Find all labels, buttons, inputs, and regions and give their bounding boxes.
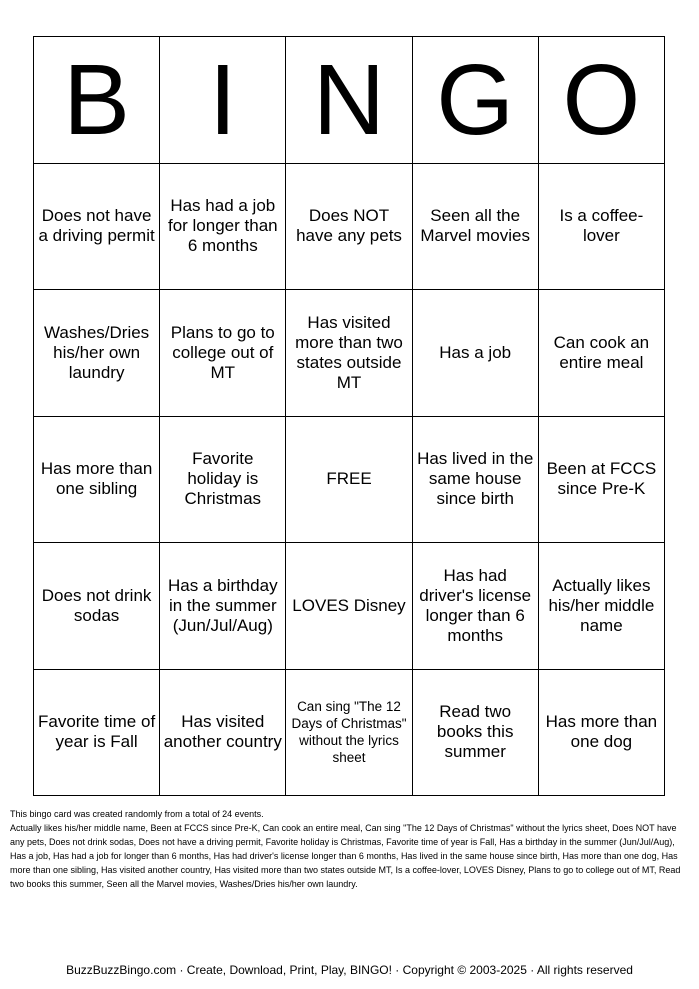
bingo-cell: Can sing "The 12 Days of Christmas" without the lyrics sheet (286, 670, 412, 797)
header-letter-o: O (539, 37, 665, 164)
bingo-cell: LOVES Disney (286, 543, 412, 670)
bingo-cell: Has a job (413, 290, 539, 417)
free-space-cell: FREE (286, 417, 412, 544)
bingo-cell: Can cook an entire meal (539, 290, 665, 417)
header-letter-b: B (34, 37, 160, 164)
bingo-cell: Has more than one sibling (34, 417, 160, 544)
bingo-cell: Has had a job for longer than 6 months (160, 164, 286, 291)
footnote-summary: This bingo card was created randomly from a total of 24 events. (10, 809, 264, 819)
bingo-cell: Has had driver's license longer than 6 months (413, 543, 539, 670)
footnote-events: Actually likes his/her middle name, Been at FCCS since Pre-K, Can cook an entire meal, Can sing "The 12 Days of Christmas" without the lyrics sheet, Does NOT have any pets, Does not drink sodas, Does not have a driving permit, Favorite holiday is Christmas, Favorite time of year is Fall, Has a birthday in the summer (Jun/Jul/Aug), Has a job, Has had a job for longer than 6 months, Has had driver's license longer than 6 months, Has lived in the same house since birth, Has more than one dog, Has more than one sibling, Has visited another country, Has visited more than two states outside MT, Is a coffee-lover, LOVES Disney, Plans to go to college out of MT, Read two books this summer, Seen all the Marvel movies, Washes/Dries his/her own laundry. (10, 823, 681, 889)
bingo-cell: Has a birthday in the summer (Jun/Jul/Aug) (160, 543, 286, 670)
copyright-footer: BuzzBuzzBingo.com · Create, Download, Print, Play, BINGO! · Copyright © 2003-2025 · All rights reserved (66, 963, 633, 977)
bingo-cell: Does not drink sodas (34, 543, 160, 670)
bingo-cell: Has lived in the same house since birth (413, 417, 539, 544)
bingo-cell: Has visited another country (160, 670, 286, 797)
bingo-cell: Does not have a driving permit (34, 164, 160, 291)
bingo-card (33, 36, 665, 796)
bingo-cell: Does NOT have any pets (286, 164, 412, 291)
bingo-cell: Has more than one dog (539, 670, 665, 797)
event-list-footnote (10, 807, 690, 891)
bingo-cell: Read two books this summer (413, 670, 539, 797)
bingo-cell: Actually likes his/her middle name (539, 543, 665, 670)
bingo-cell: Is a coffee-lover (539, 164, 665, 291)
header-letter-g: G (413, 37, 539, 164)
bingo-cell: Favorite holiday is Christmas (160, 417, 286, 544)
bingo-cell: Favorite time of year is Fall (34, 670, 160, 797)
bingo-cell: Plans to go to college out of MT (160, 290, 286, 417)
bingo-cell: Has visited more than two states outside MT (286, 290, 412, 417)
bingo-cell: Seen all the Marvel movies (413, 164, 539, 291)
header-letter-n: N (286, 37, 412, 164)
bingo-cell: Washes/Dries his/her own laundry (34, 290, 160, 417)
bingo-cell: Been at FCCS since Pre-K (539, 417, 665, 544)
header-letter-i: I (160, 37, 286, 164)
